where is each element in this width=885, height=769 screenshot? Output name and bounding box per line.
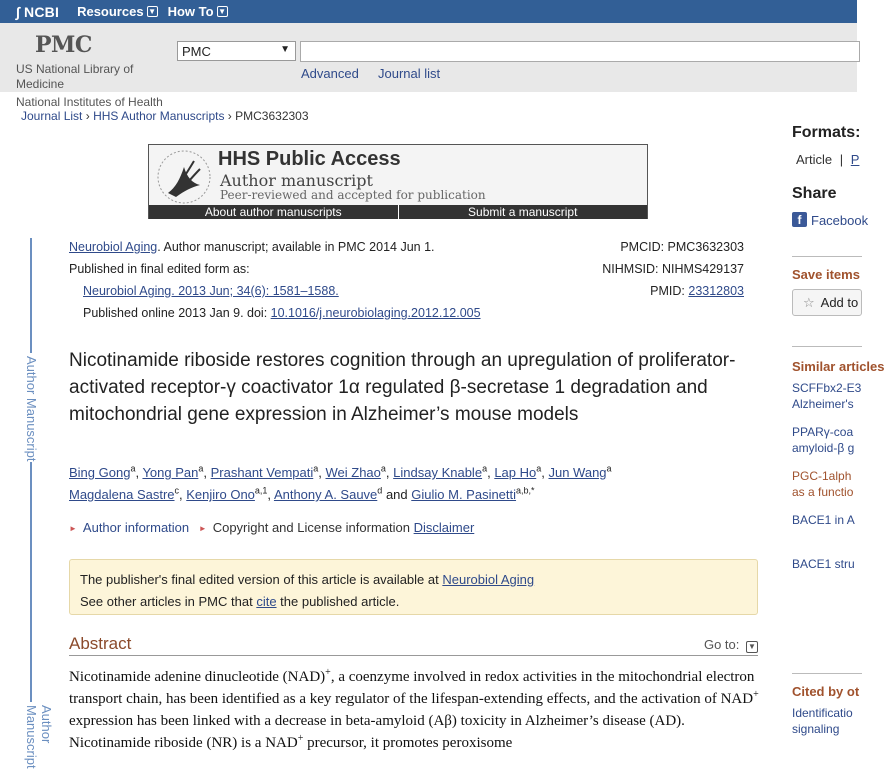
- similar-articles-title: Similar articles: [792, 359, 885, 374]
- abstract-title: Abstract: [69, 634, 132, 653]
- sidebar-divider: [792, 673, 862, 674]
- about-author-manuscripts-link[interactable]: About author manuscripts: [204, 205, 342, 219]
- author-link[interactable]: Giulio M. Pasinetti: [411, 487, 517, 502]
- author-link[interactable]: Lap Ho: [494, 465, 537, 480]
- pmid-link[interactable]: 23312803: [688, 284, 744, 298]
- nih-label: National Institutes of Health: [16, 95, 163, 109]
- search-header: [0, 23, 857, 92]
- similar-article-link[interactable]: PGC-1alph as a functio: [792, 469, 854, 499]
- final-reference-link[interactable]: Neurobiol Aging. 2013 Jun; 34(6): 1581–1588.: [83, 284, 339, 298]
- star-icon: ☆: [803, 295, 815, 310]
- author-link[interactable]: Bing Gong: [69, 465, 131, 480]
- pmcid-label: PMCID: PMC3632303: [620, 240, 744, 254]
- disclaimer-link[interactable]: Disclaimer: [413, 520, 475, 535]
- cited-article-link[interactable]: Identificatio signaling: [792, 706, 853, 736]
- breadcrumb-current: PMC3632303: [235, 109, 309, 123]
- author-link[interactable]: Wei Zhao: [325, 465, 381, 480]
- nihmsid-label: NIHMSID: NIHMS429137: [602, 262, 744, 276]
- formats-links: Article | P: [796, 152, 860, 167]
- author-manuscript-side-label: Author Manuscript: [24, 705, 54, 769]
- sidebar-divider: [792, 256, 862, 257]
- similar-article-link[interactable]: SCFFbx2-E3 Alzheimer's: [792, 381, 862, 411]
- pmc-logo[interactable]: PMC: [35, 32, 92, 58]
- breadcrumb: [21, 109, 309, 123]
- hhs-link-bar: [149, 205, 647, 219]
- chevron-down-icon: ▼: [148, 7, 157, 16]
- notice-line-1: The publisher's final edited version of this article is available at Neurobiol Aging: [80, 572, 535, 587]
- nlm-label[interactable]: US National Library of Medicine: [16, 62, 134, 91]
- breadcrumb-separator: ›: [85, 109, 94, 123]
- sidebar-divider: [792, 346, 862, 347]
- article-title: Nicotinamide riboside restores cognition through an upregulation of proliferator-activated receptor-γ coactivator 1α regulated β-secretase 1 degradation and mitochondrial gene expression in Alzheimer’s mouse models: [69, 350, 736, 425]
- author-link[interactable]: Lindsay Knable: [393, 465, 483, 480]
- add-to-favorites-button[interactable]: ☆ Add to: [792, 289, 862, 316]
- hhs-title: HHS Public Access: [218, 148, 401, 170]
- dropdown-arrow-icon: ▼: [280, 44, 290, 55]
- citation-line: Neurobiol Aging. Author manuscript; available in PMC 2014 Jun 1.: [69, 240, 435, 254]
- format-article-link[interactable]: Article: [796, 152, 833, 167]
- facebook-share-link[interactable]: Facebook: [811, 213, 869, 228]
- hhs-peer-note: Peer-reviewed and accepted for publication: [220, 188, 486, 202]
- facebook-icon[interactable]: f: [792, 212, 807, 227]
- expand-triangle-icon: ►: [69, 524, 77, 534]
- abstract-body: Nicotinamide adenine dinucleotide (NAD)+, a coenzyme involved in redox activities in the mitochondrial electron transport chain, has been identified as a key regulator of the lifespan-extending effects, and the activation of NAD+ expression has been linked with a decrease in beta-amyloid (Aβ) toxicity in Alzheimer’s disease (AD). Nicotinamide riboside (NR) is a NAD+ precursor, it promotes peroxisome: [69, 667, 759, 751]
- hhs-eagle-icon: [154, 149, 214, 204]
- author-link[interactable]: Prashant Vempati: [210, 465, 314, 480]
- publisher-version-link[interactable]: Neurobiol Aging: [442, 572, 535, 587]
- author-link[interactable]: Anthony A. Sauve: [273, 487, 378, 502]
- cited-by-title: Cited by ot: [792, 684, 860, 699]
- author-link[interactable]: Magdalena Sastre: [69, 487, 175, 502]
- expand-triangle-icon: ►: [198, 524, 207, 534]
- author-link[interactable]: Jun Wang: [548, 465, 607, 480]
- save-items-title: Save items: [792, 267, 860, 282]
- manuscript-side-line: [30, 462, 32, 702]
- how-to-menu[interactable]: How To ▼: [167, 4, 226, 19]
- similar-article-link[interactable]: BACE1 stru: [792, 557, 855, 571]
- goto-menu[interactable]: Go to: ▼: [704, 637, 758, 653]
- online-doi-line: Published online 2013 Jan 9. doi: 10.1016/j.neurobiolaging.2012.12.005: [83, 306, 481, 320]
- formats-title: Formats:: [792, 124, 861, 141]
- search-input[interactable]: [300, 41, 860, 62]
- publisher-notice: [69, 559, 758, 615]
- notice-line-2: See other articles in PMC that cite the published article.: [80, 594, 400, 609]
- chevron-down-icon: ▼: [746, 641, 758, 653]
- ncbi-helix-icon: ∫: [16, 3, 21, 20]
- database-select[interactable]: PMC ▼: [177, 41, 296, 61]
- resources-menu[interactable]: Resources ▼: [77, 4, 157, 19]
- format-pdf-link[interactable]: P: [850, 152, 860, 167]
- author-information-toggle[interactable]: Author information: [82, 520, 190, 535]
- cite-link[interactable]: cite: [256, 594, 277, 609]
- share-title: Share: [792, 185, 837, 202]
- author-link[interactable]: Yong Pan: [142, 465, 199, 480]
- copyright-toggle[interactable]: Copyright and License information: [212, 520, 410, 535]
- ncbi-logo[interactable]: ∫ NCBI: [16, 3, 60, 20]
- final-reference: [83, 284, 339, 298]
- journal-list-link[interactable]: Journal list: [378, 66, 441, 81]
- breadcrumb-journal-list[interactable]: Journal List: [21, 109, 83, 123]
- abstract-header: [69, 634, 758, 656]
- author-link[interactable]: Kenjiro Ono: [186, 487, 255, 502]
- published-label: Published in final edited form as:: [69, 262, 250, 276]
- author-manuscript-side-label: Author Manuscript: [24, 356, 39, 462]
- manuscript-side-line: [30, 238, 32, 353]
- similar-article-link[interactable]: PPARγ-coa amyloid-β g: [792, 425, 855, 455]
- journal-link[interactable]: Neurobiol Aging: [69, 240, 158, 254]
- breadcrumb-hhs-manuscripts[interactable]: HHS Author Manuscripts: [93, 109, 225, 123]
- breadcrumb-separator: ›: [227, 109, 236, 123]
- doi-link[interactable]: 10.1016/j.neurobiolaging.2012.12.005: [270, 306, 481, 320]
- similar-article-link[interactable]: BACE1 in A: [792, 513, 855, 527]
- hhs-public-access-banner: [148, 144, 648, 219]
- pmid-line: PMID: 23312803: [650, 284, 744, 298]
- chevron-down-icon: ▼: [218, 7, 226, 16]
- article-info-row: [69, 520, 474, 535]
- advanced-search-link[interactable]: Advanced: [301, 66, 359, 81]
- ncbi-top-bar: [0, 0, 857, 23]
- submit-manuscript-link[interactable]: Submit a manuscript: [398, 205, 648, 219]
- hhs-subtitle: Author manuscript: [220, 171, 373, 190]
- author-list: Bing Gong$^a$, Yong Pan$^a$, Prashant Vempati$^a$, Wei Zhao$^a$, Lindsay Knable$^a$, Lap Ho$^a$, Jun Wang$^a$ Magdalena Sastre$^c$, Kenjiro Ono$^{a,1}$, Anthony A. Sauve$^d$ and Giulio M. Pasinetti$^{a,b,*}$: [69, 463, 612, 502]
